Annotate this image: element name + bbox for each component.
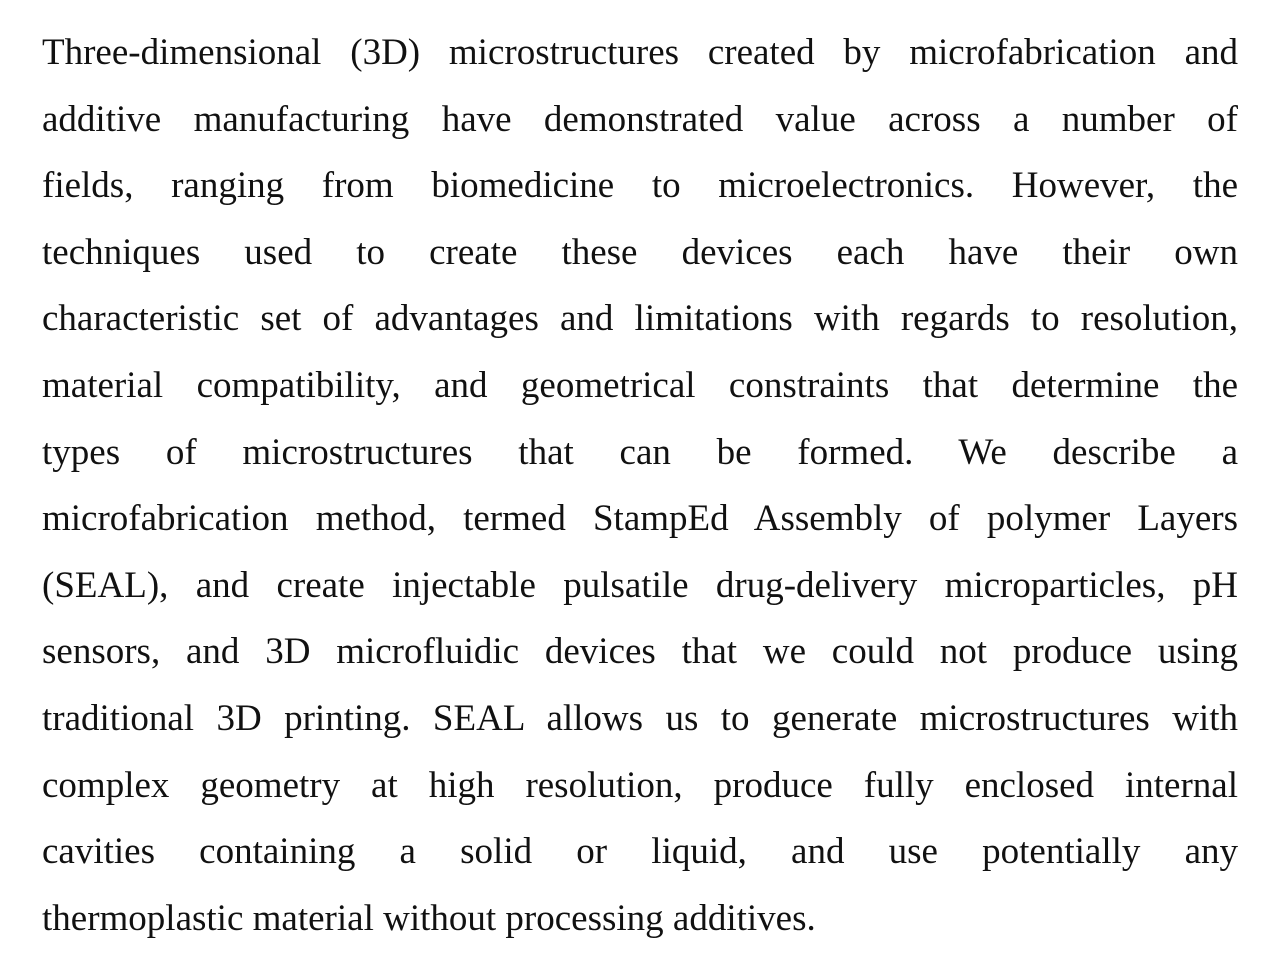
abstract-line: thermoplastic material without processing additives.: [42, 897, 816, 939]
abstract-line: sensors, and 3D microfluidic devices that we could not produce using: [42, 631, 1238, 673]
abstract-line: additive manufacturing have demonstrated value across a number of: [42, 98, 1238, 140]
abstract-line: traditional 3D printing. SEAL allows us to generate microstructures with: [42, 697, 1238, 739]
abstract-line: Three-dimensional (3D) microstructures created by microfabrication and: [42, 32, 1238, 73]
abstract-line: material compatibility, and geometrical constraints that determine the: [42, 364, 1238, 406]
abstract-paragraph: [42, 20, 1238, 952]
abstract-line: cavities containing a solid or liquid, and use potentially any: [42, 831, 1238, 873]
abstract-line: (SEAL), and create injectable pulsatile drug-delivery microparticles, pH: [42, 564, 1238, 606]
abstract-line: techniques used to create these devices each have their own: [42, 231, 1238, 273]
abstract-line: complex geometry at high resolution, produce fully enclosed internal: [42, 764, 1238, 806]
abstract-line: fields, ranging from biomedicine to microelectronics. However, the: [42, 165, 1238, 207]
abstract-line: microfabrication method, termed StampEd Assembly of polymer Layers: [42, 498, 1238, 540]
abstract-line: characteristic set of advantages and limitations with regards to resolution,: [42, 298, 1238, 340]
abstract-line: types of microstructures that can be formed. We describe a: [42, 431, 1238, 473]
